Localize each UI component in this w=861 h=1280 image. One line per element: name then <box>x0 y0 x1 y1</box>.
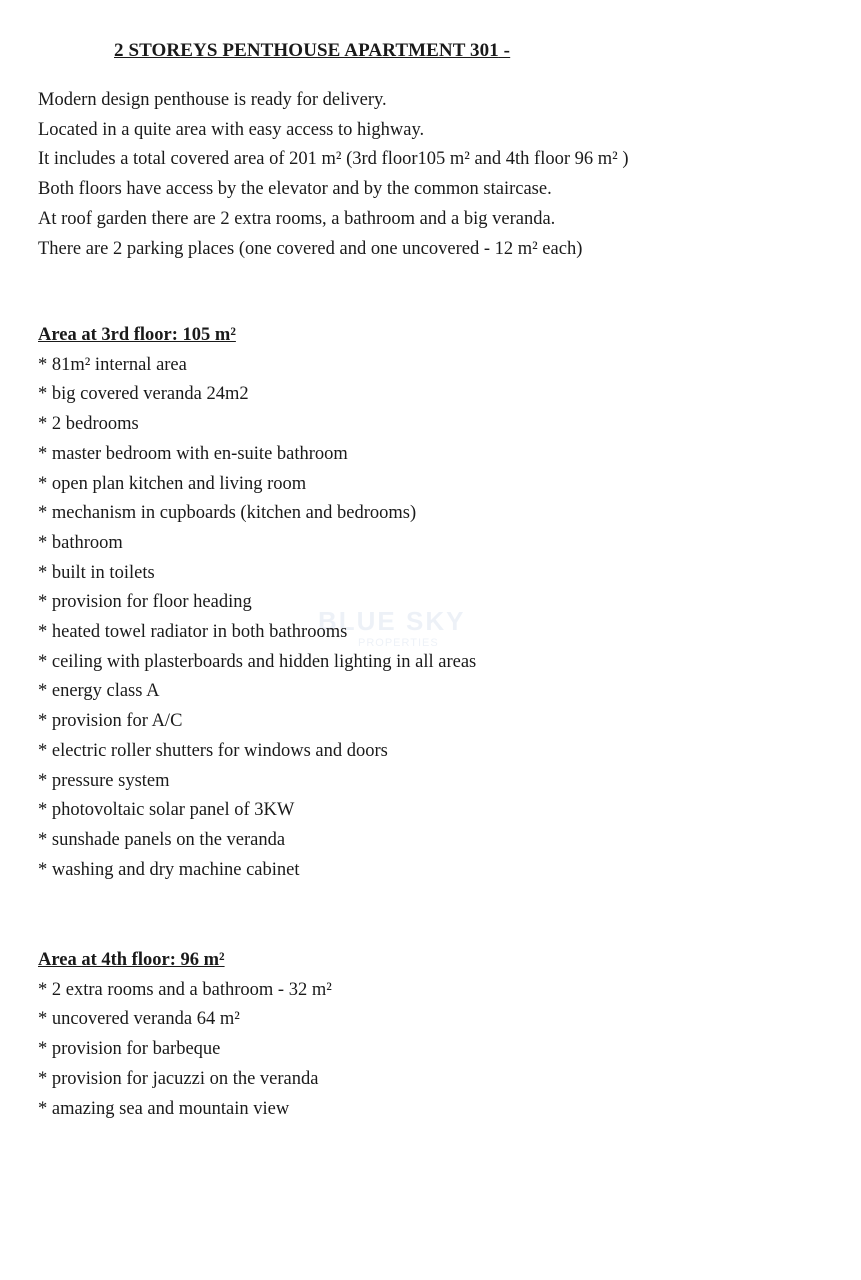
title-trail: - <box>498 40 511 61</box>
intro-line: There are 2 parking places (one covered and one uncovered - 12 m² each) <box>38 238 583 259</box>
list-item: * mechanism in cupboards (kitchen and bedrooms) <box>38 503 417 524</box>
list-item: * uncovered veranda 64 m² <box>38 1009 240 1030</box>
list-item: * bathroom <box>38 532 123 553</box>
list-item: * photovoltaic solar panel of 3KW <box>38 800 295 821</box>
section-4th-floor <box>38 946 332 1124</box>
section-heading: Area at 3rd floor: 105 m² <box>38 325 236 345</box>
list-item: * open plan kitchen and living room <box>38 473 307 494</box>
intro-line: Modern design penthouse is ready for delivery. <box>38 90 387 110</box>
list-item: * big covered veranda 24m2 <box>38 384 249 405</box>
watermark-sub-text: PROPERTIES <box>358 637 439 649</box>
list-item: * ceiling with plasterboards and hidden lighting in all areas <box>38 651 477 672</box>
section-3rd-floor <box>38 321 476 885</box>
list-item: * built in toilets <box>38 562 155 583</box>
list-item: * washing and dry machine cabinet <box>38 859 300 880</box>
list-item: * provision for jacuzzi on the veranda <box>38 1068 319 1089</box>
list-item: * provision for floor heading <box>38 592 252 613</box>
list-item: * pressure system <box>38 770 170 791</box>
list-item: * 81m² internal area <box>38 354 187 375</box>
intro-line: Located in a quite area with easy access to highway. <box>38 119 425 140</box>
list-item: * energy class A <box>38 681 160 702</box>
list-item: * sunshade panels on the veranda <box>38 829 286 850</box>
page-title <box>114 40 510 62</box>
list-item: * 2 bedrooms <box>38 414 139 435</box>
list-item: * electric roller shutters for windows and doors <box>38 740 388 761</box>
list-item: * provision for barbeque <box>38 1039 221 1060</box>
intro-paragraph <box>38 86 628 264</box>
title-text: 2 STOREYS PENTHOUSE APARTMENT 301 <box>114 40 499 61</box>
intro-line: It includes a total covered area of 201 m² (3rd floor105 m² and 4th floor 96 m² ) <box>38 149 629 170</box>
section-heading: Area at 4th floor: 96 m² <box>38 950 225 970</box>
list-item: * amazing sea and mountain view <box>38 1098 290 1119</box>
intro-line: Both floors have access by the elevator and by the common staircase. <box>38 179 552 200</box>
intro-line: At roof garden there are 2 extra rooms, a bathroom and a big veranda. <box>38 208 556 229</box>
list-item: * master bedroom with en-suite bathroom <box>38 443 348 464</box>
list-item: * 2 extra rooms and a bathroom - 32 m² <box>38 979 332 1000</box>
list-item: * heated towel radiator in both bathrooms <box>38 622 348 643</box>
watermark-main-text: BLUE SKY <box>318 606 466 636</box>
list-item: * provision for A/C <box>38 711 183 732</box>
